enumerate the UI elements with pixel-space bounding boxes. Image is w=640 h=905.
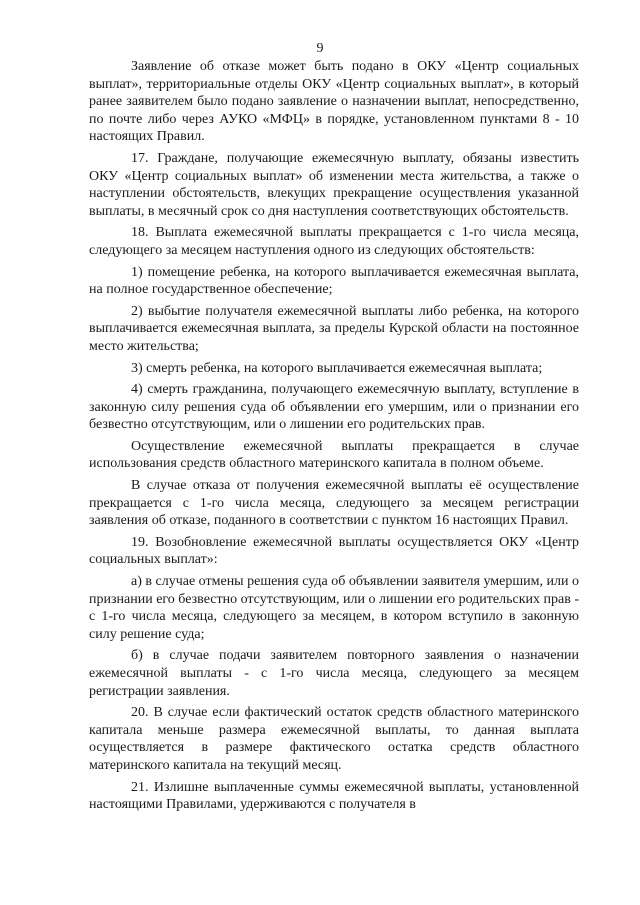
paragraph-item-18-3: 3) смерть ребенка, на которого выплачивается ежемесячная выплата; — [131, 360, 543, 376]
paragraph-item-19-b: б) в случае подачи заявителем повторного заявления о назначении ежемесячной выплаты - с 1-го числа месяца, следующего за месяцем регистрации заявления. — [89, 648, 579, 699]
paragraph-item-17: 17. Граждане, получающие ежемесячную выплату, обязаны известить ОКУ «Центр социальных выплат» об изменении места жительства, а также о наступлении обстоятельств, влекущих прекращение осуществления указанной выплаты, в месячный срок со дня наступления соответствующих обстоятельств. — [89, 150, 579, 219]
paragraph-capital-used: Осуществление ежемесячной выплаты прекращается в случае использования средств областного материнского капитала в полном объеме. — [89, 438, 579, 472]
paragraph-item-18-1: 1) помещение ребенка, на которого выплачивается ежемесячная выплата, на полное государственное обеспечение; — [89, 264, 579, 298]
document-body — [89, 58, 579, 818]
paragraph-item-21: 21. Излишне выплаченные суммы ежемесячной выплаты, установленной настоящими Правилами, удерживаются с получателя в — [89, 779, 579, 813]
paragraph-refusal-submission: Заявление об отказе может быть подано в ОКУ «Центр социальных выплат», территориальные отделы ОКУ «Центр социальных выплат», в который ранее заявителем было подано заявление о назначении выплат, непосредственно, по почте либо через АУКО «МФЦ» в порядке, установленном пунктами 8 - 10 настоящих Правил. — [89, 59, 579, 145]
paragraph-item-18-4: 4) смерть гражданина, получающего ежемесячную выплату, вступление в законную силу решения суда об объявлении его умершим, или о признании его безвестно отсутствующим, или о лишении его родительских прав. — [89, 382, 579, 433]
paragraph-refusal-termination: В случае отказа от получения ежемесячной выплаты её осуществление прекращается с 1-го числа месяца, следующего за месяцем регистрации заявления об отказе, поданного в соответствии с пунктом 16 настоящих Правил. — [89, 478, 579, 529]
paragraph-item-18: 18. Выплата ежемесячной выплаты прекращается с 1-го числа месяца, следующего за месяцем наступления одного из следующих обстоятельств: — [89, 225, 579, 258]
paragraph-item-18-2: 2) выбытие получателя ежемесячной выплаты либо ребенка, на которого выплачивается ежемесячная выплата, за пределы Курской области на постоянное место жительства; — [89, 303, 579, 354]
paragraph-item-19: 19. Возобновление ежемесячной выплаты осуществляется ОКУ «Центр социальных выплат»: — [89, 534, 579, 568]
paragraph-item-19-a: а) в случае отмены решения суда об объявлении заявителя умершим, или о признании его безвестно отсутствующим, или о лишении его родительских прав - с 1-го числа месяца, следующего за месяцем, в котором вступило в законную силу решение суда; — [89, 574, 579, 642]
paragraph-item-20: 20. В случае если фактический остаток средств областного материнского капитала меньше размера ежемесячной выплаты, то данная выплата осуществляется в размере фактического остатка средств областного материнского капитала на текущий месяц. — [89, 705, 579, 773]
page-number: 9 — [316, 41, 324, 56]
